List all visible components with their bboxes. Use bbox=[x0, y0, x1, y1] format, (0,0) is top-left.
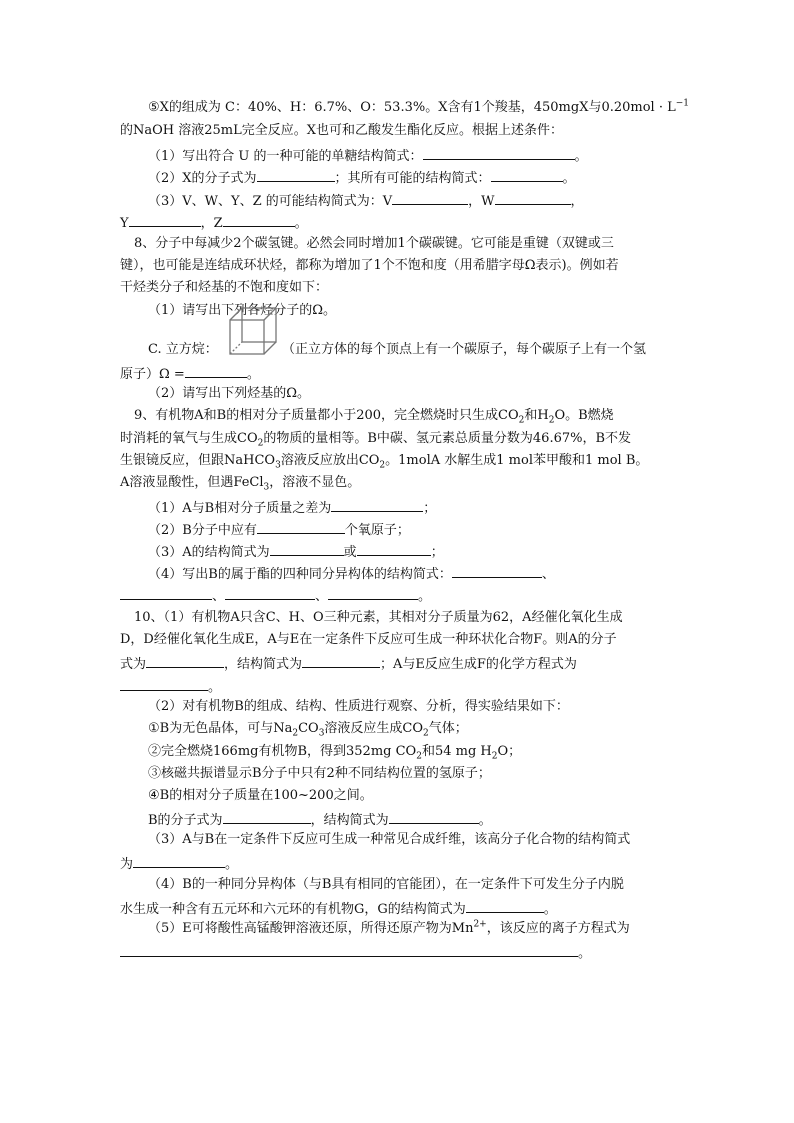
q9-text: 。1molA 水解生成1 mol苯甲酸和1 mol B。 bbox=[385, 453, 649, 468]
q9-part-2-text-b: 个氧原子； bbox=[344, 523, 410, 538]
period: 。 bbox=[225, 857, 239, 872]
q10-item-2 bbox=[148, 742, 521, 762]
q9-text: 生银镜反应，但跟NaHCO bbox=[120, 453, 276, 468]
q8-text: 8、分子中每减少2个碳氢键。必然会同时增加1个碳碳键。它可能是重键（双键或三 bbox=[134, 236, 614, 251]
q5-part-3-w: ，W bbox=[468, 194, 495, 209]
q9-text: O。B燃烧 bbox=[554, 408, 614, 423]
q8-part-2-text: （2）请写出下列烃基的Ω。 bbox=[148, 386, 311, 401]
q9-text: 的物质的量相等。B中碳、氢元素总质量分数为46.67%，B不发 bbox=[263, 431, 632, 446]
q10-part-3 bbox=[148, 830, 630, 850]
q8-line-3 bbox=[120, 278, 328, 298]
q5-y-label: Y bbox=[120, 216, 129, 231]
sub: 2 bbox=[491, 751, 498, 762]
q10-item-1 bbox=[148, 719, 468, 739]
q8-c-label: C. 立方烷： bbox=[148, 342, 218, 357]
answer-blank[interactable] bbox=[146, 652, 224, 668]
answer-blank[interactable] bbox=[423, 144, 575, 160]
semicolon: ； bbox=[423, 501, 437, 516]
answer-blank[interactable] bbox=[120, 941, 578, 957]
answer-blank[interactable] bbox=[120, 584, 212, 600]
answer-blank[interactable] bbox=[466, 897, 544, 913]
q10-item-text: O； bbox=[497, 744, 522, 759]
q9-text: 溶液反应放出CO bbox=[280, 453, 380, 468]
period: 。 bbox=[562, 171, 576, 186]
q9-line-4 bbox=[120, 473, 360, 493]
q10-line-2 bbox=[120, 630, 617, 650]
q9-part-4 bbox=[148, 562, 555, 582]
answer-blank[interactable] bbox=[452, 562, 542, 578]
period: 。 bbox=[418, 589, 432, 604]
period: 。 bbox=[208, 680, 222, 695]
q8-line-1 bbox=[134, 234, 614, 254]
answer-blank[interactable] bbox=[257, 518, 345, 534]
q10-text: 式为 bbox=[120, 657, 147, 672]
period: 。 bbox=[294, 216, 308, 231]
q10-item-text: ④B的相对分子质量在100~200之间。 bbox=[148, 788, 373, 803]
q5-part-2-text-b: ；其所有可能的结构简式： bbox=[334, 171, 491, 186]
q8-c-note-text: （正立方体的每个顶点上有一个碳原子，每个碳原子上有一个氢 bbox=[282, 342, 647, 357]
sub: 3 bbox=[318, 728, 325, 739]
q9-line-1 bbox=[134, 406, 614, 426]
q9-text: A溶液显酸性，但遇FeCl bbox=[120, 475, 264, 490]
q5-sup: −1 bbox=[675, 98, 690, 109]
period: 。 bbox=[543, 902, 557, 917]
separator: 、 bbox=[212, 589, 226, 604]
q10-item-text: ①B为无色晶体，可与Na bbox=[148, 721, 293, 736]
sub: 3 bbox=[263, 482, 270, 493]
q5-part-2-text: （2）X的分子式为 bbox=[148, 171, 257, 186]
q10-formula-text: B的分子式为 bbox=[148, 813, 223, 828]
answer-blank[interactable] bbox=[223, 211, 295, 227]
q9-line-3 bbox=[120, 451, 648, 471]
q8-c-line-2 bbox=[120, 362, 260, 382]
q10-part-2 bbox=[148, 697, 569, 717]
q10-formula-line bbox=[148, 808, 492, 828]
q10-formula-text-b: ，结构简式为 bbox=[310, 813, 389, 828]
q8-c-line bbox=[148, 340, 218, 360]
separator: 、 bbox=[541, 567, 555, 582]
q10-part-4 bbox=[148, 875, 624, 895]
comma: ， bbox=[570, 194, 584, 209]
period: 。 bbox=[478, 813, 492, 828]
sub: 2 bbox=[548, 415, 555, 426]
q10-item-text: 溶液反应生成CO bbox=[324, 721, 424, 736]
q5-line-2 bbox=[120, 121, 563, 141]
q10-item-text: CO bbox=[298, 721, 319, 736]
q9-or: 或 bbox=[343, 545, 357, 560]
q10-line-4 bbox=[120, 675, 221, 695]
q10-item-3 bbox=[148, 764, 491, 784]
q9-part-1 bbox=[148, 496, 436, 516]
answer-blank[interactable] bbox=[302, 652, 380, 668]
q10-line-3 bbox=[120, 652, 577, 672]
q8-part-1-text: （1）请写出下列各烃分子的Ω。 bbox=[148, 303, 337, 318]
q9-line-2 bbox=[120, 429, 631, 449]
answer-blank[interactable] bbox=[120, 675, 208, 691]
cubane-cube-icon bbox=[228, 306, 278, 356]
q10-text: ；A与E反应生成F的化学方程式为 bbox=[380, 657, 577, 672]
answer-blank[interactable] bbox=[223, 808, 311, 824]
q5-z-label: ，Z bbox=[200, 216, 223, 231]
q5-text: 的NaOH 溶液25mL完全反应。X也可和乙酸发生酯化反应。根据上述条件： bbox=[120, 123, 564, 138]
q10-part-4-text-b: 水生成一种含有五元环和六元环的有机物G，G的结构简式为 bbox=[120, 902, 466, 917]
answer-blank[interactable] bbox=[129, 211, 201, 227]
q10-part-3-text-b: 为 bbox=[120, 857, 134, 872]
answer-blank[interactable] bbox=[257, 166, 335, 182]
q10-item-text: 和54 mg H bbox=[421, 744, 492, 759]
q9-text: 和H bbox=[524, 408, 549, 423]
answer-blank[interactable] bbox=[133, 852, 225, 868]
q5-part-1 bbox=[148, 144, 588, 164]
q8-c-note bbox=[282, 340, 646, 360]
q9-text: ，溶液不显色。 bbox=[269, 475, 361, 490]
period: 。 bbox=[246, 367, 260, 382]
q9-part-1-text: （1）A与B相对分子质量之差为 bbox=[148, 501, 332, 516]
q10-part-2-text: （2）对有机物B的组成、结构、性质进行观察、分析，得实验结果如下： bbox=[148, 699, 569, 714]
q9-part-3 bbox=[148, 540, 444, 560]
answer-blank[interactable] bbox=[389, 808, 479, 824]
answer-blank[interactable] bbox=[328, 584, 418, 600]
q9-text: 时消耗的氧气与生成CO bbox=[120, 431, 258, 446]
q8-text: 键），也可能是连结成环状烃，都称为增加了1个不饱和度（用希腊字母Ω表示)。例如若 bbox=[120, 258, 619, 273]
q8-part-2 bbox=[148, 384, 310, 404]
semicolon: ； bbox=[430, 545, 444, 560]
q10-item-4 bbox=[148, 786, 373, 806]
q10-line-1 bbox=[134, 608, 623, 628]
q9-part-2 bbox=[148, 518, 410, 538]
q9-part-4-text: （4）写出B的属于酯的四种同分异构体的结构简式： bbox=[148, 567, 452, 582]
q9-part-3-text: （3）A的结构简式为 bbox=[148, 545, 270, 560]
q10-item-text: ③核磁共振谱显示B分子中只有2种不同结构位置的氢原子； bbox=[148, 766, 491, 781]
q10-part-3-text: （3）A与B在一定条件下反应可生成一种常见合成纤维，该高分子化合物的结构简式 bbox=[148, 832, 631, 847]
q10-text: ，结构简式为 bbox=[224, 657, 303, 672]
q10-text: 10、（1）有机物A只含C、H、O三种元素，其相对分子质量为62，A经催化氧化生成 bbox=[134, 610, 623, 625]
answer-blank[interactable] bbox=[270, 540, 344, 556]
q5-part-2 bbox=[148, 166, 576, 186]
q10-part-5-text-b: ，该反应的离子方程式为 bbox=[486, 921, 630, 936]
separator: 、 bbox=[315, 589, 329, 604]
q5-part-3-text: （3）V、W、Y、Z 的可能结构简式为：V bbox=[148, 194, 393, 209]
answer-blank[interactable] bbox=[185, 362, 247, 378]
period: 。 bbox=[578, 946, 592, 961]
sub: 2 bbox=[257, 438, 264, 449]
q10-part-5-text: （5）E可将酸性高锰酸钾溶液还原，所得还原产物为Mn bbox=[148, 921, 474, 936]
sub: 2 bbox=[416, 751, 422, 762]
sup: 2+ bbox=[473, 919, 487, 930]
q9-part-2-text: （2）B分子中应有 bbox=[148, 523, 257, 538]
q10-item-text: 气体； bbox=[428, 721, 468, 736]
q8-c-omega: 原子）Ω = bbox=[120, 367, 185, 382]
q8-line-2 bbox=[120, 256, 619, 276]
answer-blank[interactable] bbox=[495, 189, 571, 205]
sub: 3 bbox=[275, 460, 281, 471]
q5-part-1-text: （1）写出符合 U 的一种可能的单糖结构简式： bbox=[148, 149, 423, 164]
q9-text: 9、有机物A和B的相对分子质量都小于200，完全燃烧时只生成CO bbox=[134, 408, 519, 423]
q8-text: 干烃类分子和烃基的不饱和度如下： bbox=[120, 280, 329, 295]
q10-part-4-text: （4）B的一种同分异构体（与B具有相同的官能团），在一定条件下可发生分子内脱 bbox=[148, 877, 624, 892]
q10-text: D，D经催化氧化生成E，A与E在一定条件下反应可生成一种环状化合物F。则A的分子 bbox=[120, 632, 617, 647]
sub: 2 bbox=[292, 728, 299, 739]
q9-part-4-cont bbox=[120, 584, 431, 604]
sub: 2 bbox=[518, 415, 525, 426]
q5-part-3-cont bbox=[120, 211, 308, 231]
answer-blank[interactable] bbox=[392, 189, 468, 205]
q5-part-3 bbox=[148, 189, 584, 209]
answer-blank[interactable] bbox=[225, 584, 315, 600]
answer-blank[interactable] bbox=[331, 496, 423, 512]
q5-line-1 bbox=[148, 98, 689, 118]
q10-part-5 bbox=[148, 919, 630, 939]
answer-blank[interactable] bbox=[491, 166, 563, 182]
q10-part-5-cont bbox=[120, 941, 591, 961]
period: 。 bbox=[574, 149, 588, 164]
sub: 2 bbox=[379, 460, 386, 471]
q10-part-3-cont bbox=[120, 852, 238, 872]
answer-blank[interactable] bbox=[357, 540, 431, 556]
q10-item-text: ②完全燃烧166mg有机物B，得到352mg CO bbox=[148, 744, 417, 759]
q5-text: ⑤X的组成为 C：40%、H：6.7%、O：53.3%。X含有1个羧基，450mgX与0.20mol · L bbox=[148, 100, 676, 115]
q10-part-4-cont bbox=[120, 897, 557, 917]
sub: 2 bbox=[423, 728, 429, 739]
